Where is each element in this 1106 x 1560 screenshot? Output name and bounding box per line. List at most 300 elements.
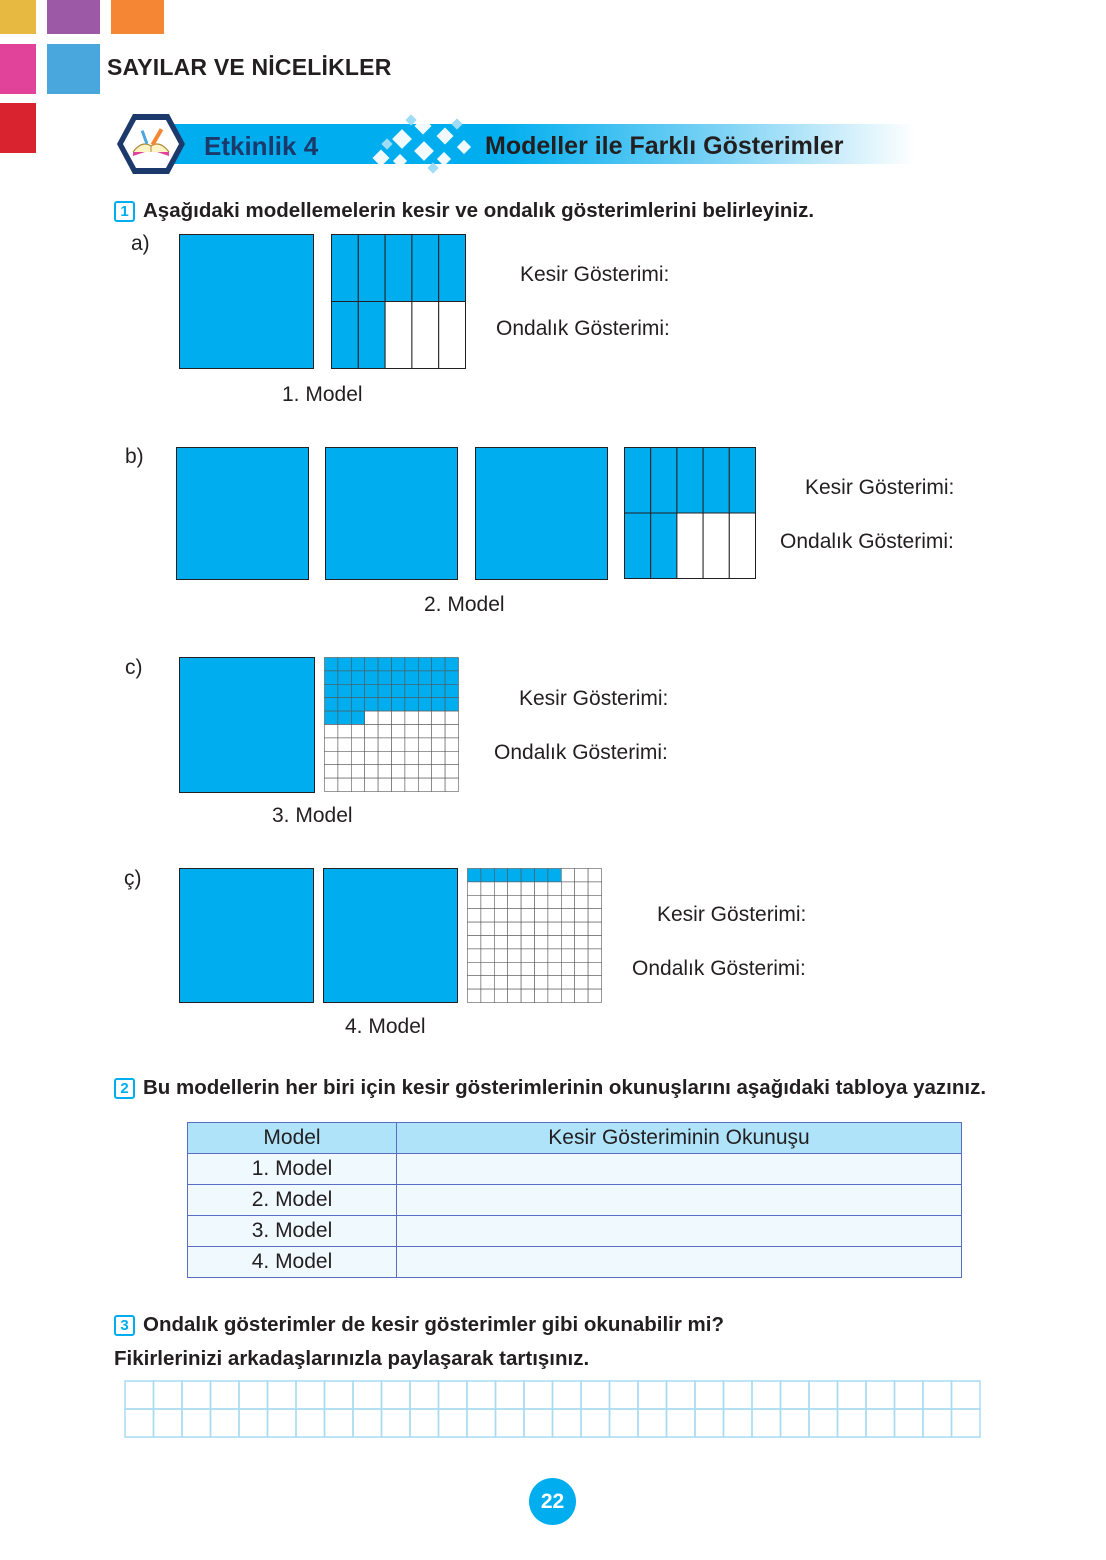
writing-cell — [695, 1409, 724, 1437]
grid-cell-filled — [412, 235, 439, 302]
grid-cell-empty — [561, 882, 574, 895]
grid-cell-filled — [351, 671, 364, 684]
grid-cell-empty — [561, 949, 574, 962]
grid-cell-empty — [588, 895, 601, 908]
writing-cell — [268, 1409, 297, 1437]
grid-cell-filled — [325, 711, 338, 724]
writing-cell — [211, 1409, 240, 1437]
grid-cell-empty — [418, 751, 431, 764]
grid-cell-empty — [351, 738, 364, 751]
grid-cell-empty — [521, 962, 534, 975]
grid-cell-filled — [392, 698, 405, 711]
writing-cell — [524, 1381, 553, 1409]
diamond-pattern-icon — [365, 112, 485, 176]
decor-square-pink — [0, 44, 36, 94]
grid-cell-empty — [481, 936, 494, 949]
grid-cell-empty — [575, 882, 588, 895]
grid-cell-empty — [481, 989, 494, 1002]
grid-cell-filled — [651, 513, 677, 579]
grid-cell-empty — [481, 922, 494, 935]
grid-cell-filled — [378, 658, 391, 671]
writing-cell — [154, 1381, 183, 1409]
grid-cell-empty — [418, 778, 431, 791]
grid-cell-filled — [405, 698, 418, 711]
writing-cell — [695, 1381, 724, 1409]
grid-cell-empty — [729, 513, 755, 579]
grid-cell-empty — [575, 869, 588, 882]
grid-cell-empty — [575, 895, 588, 908]
grid-cell-empty — [588, 922, 601, 935]
grid-cell-empty — [392, 725, 405, 738]
writing-cell — [154, 1409, 183, 1437]
grid-cell-filled — [729, 448, 755, 514]
grid-cell-empty — [494, 962, 507, 975]
grid-cell-empty — [494, 909, 507, 922]
writing-cell — [239, 1409, 268, 1437]
activity-label: Etkinlik 4 — [204, 131, 319, 161]
grid-cell-empty — [561, 976, 574, 989]
question-3-line-2: Fikirlerinizi arkadaşlarınızla paylaşarak tartışınız. — [114, 1347, 590, 1370]
writing-cell — [325, 1409, 354, 1437]
grid-cell-empty — [548, 909, 561, 922]
writing-cell — [182, 1409, 211, 1437]
writing-cell — [667, 1409, 696, 1437]
grid-cell-filled — [405, 658, 418, 671]
grid-cell-empty — [445, 765, 458, 778]
grid-cell-empty — [521, 922, 534, 935]
grid-cell-filled — [325, 671, 338, 684]
item-letter-c-cedilla: ç) — [124, 867, 142, 890]
writing-cell — [724, 1409, 753, 1437]
table-cell-answer[interactable] — [397, 1247, 962, 1278]
question-3-line-2-wrap — [114, 1347, 589, 1371]
grid-cell-filled — [494, 869, 507, 882]
grid-cell-empty — [481, 949, 494, 962]
grid-cell-empty — [468, 909, 481, 922]
grid-cell-empty — [508, 895, 521, 908]
whole-square — [325, 447, 458, 580]
writing-cell — [667, 1381, 696, 1409]
activity-banner — [115, 112, 915, 176]
question-3 — [114, 1313, 724, 1337]
writing-cell — [581, 1381, 610, 1409]
model-caption-1: 1. Model — [282, 383, 363, 406]
writing-cell — [581, 1409, 610, 1437]
grid-cell-empty — [548, 936, 561, 949]
grid-cell-empty — [351, 725, 364, 738]
grid-cell-empty — [588, 882, 601, 895]
writing-cell — [638, 1409, 667, 1437]
grid-cell-filled — [535, 869, 548, 882]
grid-cell-filled — [703, 448, 729, 514]
book-icon — [115, 112, 187, 176]
grid-cell-empty — [445, 751, 458, 764]
grid-cell-filled — [445, 684, 458, 697]
grid-cell-filled — [432, 684, 445, 697]
grid-cell-empty — [588, 962, 601, 975]
grid-cell-empty — [338, 765, 351, 778]
writing-cell — [496, 1409, 525, 1437]
writing-cell — [553, 1409, 582, 1437]
grid-cell-empty — [588, 869, 601, 882]
grid-cell-empty — [445, 738, 458, 751]
grid-cell-empty — [385, 302, 412, 369]
whole-square — [176, 447, 309, 580]
grid-cell-filled — [405, 671, 418, 684]
kesir-label-model-3: Kesir Gösterimi: — [519, 687, 669, 710]
grid-cell-filled — [338, 658, 351, 671]
grid-cell-empty — [508, 962, 521, 975]
grid-cell-empty — [351, 778, 364, 791]
grid-cell-empty — [521, 895, 534, 908]
grid-cell-empty — [392, 778, 405, 791]
grid-cell-empty — [418, 725, 431, 738]
grid-cell-empty — [588, 989, 601, 1002]
writing-cell — [296, 1409, 325, 1437]
grid-cell-empty — [561, 962, 574, 975]
grid-cell-empty — [494, 922, 507, 935]
grid-cell-empty — [561, 909, 574, 922]
grid-cell-empty — [561, 869, 574, 882]
grid-cell-empty — [405, 711, 418, 724]
grid-cell-empty — [445, 711, 458, 724]
partial-grid-model-4 — [467, 868, 602, 1003]
grid-cell-empty — [508, 949, 521, 962]
grid-cell-empty — [494, 882, 507, 895]
grid-cell-empty — [575, 976, 588, 989]
table-cell-model: 4. Model — [188, 1247, 397, 1278]
grid-cell-empty — [548, 895, 561, 908]
grid-cell-filled — [378, 671, 391, 684]
writing-cell — [952, 1409, 981, 1437]
writing-cell — [838, 1409, 867, 1437]
writing-cell — [467, 1381, 496, 1409]
whole-square — [323, 868, 458, 1003]
grid-cell-empty — [508, 976, 521, 989]
model-caption-4: 4. Model — [345, 1015, 426, 1038]
grid-cell-filled — [392, 658, 405, 671]
table-cell-model: 2. Model — [188, 1185, 397, 1216]
whole-square — [179, 657, 315, 793]
grid-cell-empty — [561, 936, 574, 949]
writing-cell — [923, 1381, 952, 1409]
decor-square-red — [0, 103, 36, 153]
writing-cell — [325, 1381, 354, 1409]
grid-cell-empty — [494, 949, 507, 962]
grid-cell-filled — [378, 698, 391, 711]
grid-cell-empty — [548, 949, 561, 962]
grid-svg — [324, 657, 459, 792]
grid-cell-empty — [432, 711, 445, 724]
grid-cell-empty — [365, 725, 378, 738]
grid-cell-empty — [677, 513, 703, 579]
writing-cell — [895, 1381, 924, 1409]
grid-cell-empty — [418, 711, 431, 724]
grid-cell-filled — [385, 235, 412, 302]
grid-cell-empty — [508, 909, 521, 922]
grid-cell-filled — [651, 448, 677, 514]
grid-cell-empty — [432, 765, 445, 778]
grid-cell-empty — [494, 936, 507, 949]
page-number: 22 — [529, 1478, 576, 1525]
grid-cell-empty — [378, 711, 391, 724]
partial-grid-model-2 — [624, 447, 756, 579]
grid-cell-empty — [338, 738, 351, 751]
grid-cell-empty — [405, 765, 418, 778]
grid-cell-empty — [351, 751, 364, 764]
grid-cell-empty — [338, 725, 351, 738]
grid-cell-filled — [325, 658, 338, 671]
grid-cell-filled — [351, 658, 364, 671]
grid-cell-empty — [703, 513, 729, 579]
grid-cell-empty — [468, 989, 481, 1002]
grid-cell-empty — [481, 962, 494, 975]
grid-cell-empty — [535, 922, 548, 935]
question-3-line-1: Ondalık gösterimler de kesir gösterimler gibi okunabilir mi? — [143, 1313, 724, 1336]
table-header-okunus: Kesir Gösteriminin Okunuşu — [397, 1123, 962, 1154]
writing-cell — [410, 1409, 439, 1437]
grid-cell-empty — [445, 725, 458, 738]
grid-cell-empty — [535, 949, 548, 962]
grid-cell-filled — [351, 684, 364, 697]
grid-cell-empty — [365, 751, 378, 764]
grid-cell-empty — [405, 751, 418, 764]
grid-cell-empty — [468, 895, 481, 908]
grid-cell-empty — [365, 778, 378, 791]
grid-cell-empty — [588, 936, 601, 949]
grid-cell-filled — [365, 671, 378, 684]
grid-cell-empty — [521, 882, 534, 895]
grid-cell-empty — [378, 765, 391, 778]
grid-svg — [467, 868, 602, 1003]
grid-cell-filled — [405, 684, 418, 697]
table-header-model: Model — [188, 1123, 397, 1154]
grid-cell-empty — [521, 989, 534, 1002]
grid-cell-filled — [351, 711, 364, 724]
grid-cell-empty — [378, 778, 391, 791]
grid-cell-empty — [378, 738, 391, 751]
ondalik-label-model-4: Ondalık Gösterimi: — [632, 957, 806, 980]
grid-cell-empty — [494, 976, 507, 989]
grid-cell-empty — [325, 778, 338, 791]
grid-cell-empty — [439, 302, 466, 369]
grid-cell-filled — [677, 448, 703, 514]
ondalik-label-model-2: Ondalık Gösterimi: — [780, 530, 954, 553]
grid-cell-empty — [535, 895, 548, 908]
grid-cell-filled — [468, 869, 481, 882]
kesir-label-model-2: Kesir Gösterimi: — [805, 476, 955, 499]
kesir-label-model-1: Kesir Gösterimi: — [520, 263, 670, 286]
grid-cell-empty — [432, 738, 445, 751]
table-row — [188, 1216, 962, 1247]
grid-cell-empty — [548, 962, 561, 975]
writing-cell — [439, 1409, 468, 1437]
table-cell-answer[interactable] — [397, 1185, 962, 1216]
decor-square-purple — [47, 0, 100, 34]
kesir-label-model-4: Kesir Gösterimi: — [657, 903, 807, 926]
whole-square — [179, 234, 314, 369]
writing-grid[interactable] — [124, 1380, 981, 1438]
question-number-1: 1 — [114, 201, 135, 222]
grid-cell-filled — [625, 448, 651, 514]
writing-cell — [895, 1409, 924, 1437]
grid-cell-empty — [432, 751, 445, 764]
writing-cell — [752, 1381, 781, 1409]
grid-cell-empty — [588, 949, 601, 962]
table-cell-answer[interactable] — [397, 1154, 962, 1185]
writing-cell — [353, 1381, 382, 1409]
grid-cell-filled — [418, 658, 431, 671]
grid-cell-empty — [325, 751, 338, 764]
table-row — [188, 1154, 962, 1185]
grid-cell-empty — [481, 895, 494, 908]
grid-cell-empty — [468, 976, 481, 989]
grid-cell-filled — [365, 658, 378, 671]
writing-cell — [809, 1381, 838, 1409]
grid-cell-empty — [338, 751, 351, 764]
grid-cell-empty — [365, 711, 378, 724]
writing-cell — [211, 1381, 240, 1409]
grid-cell-empty — [481, 909, 494, 922]
partial-grid-model-3 — [324, 657, 459, 792]
grid-cell-empty — [365, 765, 378, 778]
grid-cell-filled — [338, 671, 351, 684]
grid-cell-empty — [432, 725, 445, 738]
writing-cell — [781, 1409, 810, 1437]
writing-cell — [296, 1381, 325, 1409]
grid-cell-empty — [508, 882, 521, 895]
grid-cell-filled — [625, 513, 651, 579]
writing-cell — [382, 1409, 411, 1437]
grid-cell-empty — [508, 989, 521, 1002]
model-caption-3: 3. Model — [272, 804, 353, 827]
grid-cell-empty — [575, 936, 588, 949]
grid-cell-filled — [445, 658, 458, 671]
grid-cell-empty — [378, 725, 391, 738]
grid-cell-empty — [521, 909, 534, 922]
partial-grid-model-1 — [331, 234, 466, 369]
grid-cell-empty — [521, 976, 534, 989]
table-header-row — [188, 1123, 962, 1154]
grid-cell-empty — [535, 989, 548, 1002]
grid-cell-empty — [325, 725, 338, 738]
writing-cell — [952, 1381, 981, 1409]
grid-cell-empty — [392, 711, 405, 724]
grid-cell-filled — [332, 302, 359, 369]
grid-cell-empty — [575, 909, 588, 922]
writing-cell — [866, 1409, 895, 1437]
question-1 — [114, 199, 814, 223]
grid-cell-empty — [468, 962, 481, 975]
grid-cell-empty — [561, 895, 574, 908]
grid-cell-empty — [468, 949, 481, 962]
grid-cell-empty — [535, 936, 548, 949]
grid-cell-filled — [365, 698, 378, 711]
writing-cell — [268, 1381, 297, 1409]
grid-cell-empty — [412, 302, 439, 369]
writing-cell — [809, 1409, 838, 1437]
grid-cell-filled — [351, 698, 364, 711]
grid-cell-filled — [378, 684, 391, 697]
grid-cell-empty — [521, 949, 534, 962]
model-caption-2: 2. Model — [424, 593, 505, 616]
grid-cell-empty — [548, 882, 561, 895]
grid-cell-filled — [338, 711, 351, 724]
grid-cell-filled — [338, 698, 351, 711]
grid-cell-empty — [392, 738, 405, 751]
grid-cell-empty — [445, 778, 458, 791]
chapter-title: SAYILAR VE NİCELİKLER — [107, 54, 392, 80]
grid-cell-empty — [588, 976, 601, 989]
writing-cell — [524, 1409, 553, 1437]
table-row — [188, 1247, 962, 1278]
grid-cell-filled — [332, 235, 359, 302]
grid-cell-empty — [548, 976, 561, 989]
grid-cell-empty — [521, 936, 534, 949]
grid-cell-empty — [325, 738, 338, 751]
grid-cell-empty — [338, 778, 351, 791]
grid-cell-filled — [548, 869, 561, 882]
grid-cell-empty — [535, 976, 548, 989]
grid-cell-filled — [392, 671, 405, 684]
writing-cell — [496, 1381, 525, 1409]
grid-cell-empty — [588, 909, 601, 922]
writing-cell — [125, 1409, 154, 1437]
grid-cell-filled — [358, 302, 385, 369]
writing-cell — [382, 1381, 411, 1409]
grid-cell-empty — [378, 751, 391, 764]
whole-square — [179, 868, 314, 1003]
writing-cell — [467, 1409, 496, 1437]
table-cell-model: 3. Model — [188, 1216, 397, 1247]
grid-cell-empty — [561, 922, 574, 935]
writing-cell — [838, 1381, 867, 1409]
grid-svg — [331, 234, 466, 369]
grid-cell-empty — [481, 882, 494, 895]
grid-cell-filled — [445, 671, 458, 684]
grid-cell-empty — [548, 989, 561, 1002]
table-cell-answer[interactable] — [397, 1216, 962, 1247]
grid-cell-filled — [338, 684, 351, 697]
grid-cell-empty — [468, 922, 481, 935]
grid-cell-empty — [405, 725, 418, 738]
writing-cell — [923, 1409, 952, 1437]
grid-cell-empty — [405, 778, 418, 791]
grid-cell-empty — [508, 922, 521, 935]
grid-cell-empty — [535, 882, 548, 895]
grid-cell-empty — [392, 751, 405, 764]
grid-cell-filled — [392, 684, 405, 697]
ondalik-label-model-3: Ondalık Gösterimi: — [494, 741, 668, 764]
writing-cell — [410, 1381, 439, 1409]
table-cell-model: 1. Model — [188, 1154, 397, 1185]
question-number-2: 2 — [114, 1078, 135, 1099]
grid-cell-filled — [418, 684, 431, 697]
question-2 — [114, 1076, 986, 1100]
grid-cell-filled — [432, 671, 445, 684]
grid-cell-empty — [351, 765, 364, 778]
grid-cell-empty — [494, 895, 507, 908]
writing-cell — [353, 1409, 382, 1437]
writing-cell — [752, 1409, 781, 1437]
item-letter-c: c) — [125, 656, 143, 679]
decor-square-orange — [111, 0, 164, 34]
grid-cell-filled — [439, 235, 466, 302]
decor-square-blue — [47, 44, 100, 94]
item-letter-a: a) — [131, 232, 150, 255]
grid-cell-filled — [418, 671, 431, 684]
grid-cell-filled — [325, 698, 338, 711]
